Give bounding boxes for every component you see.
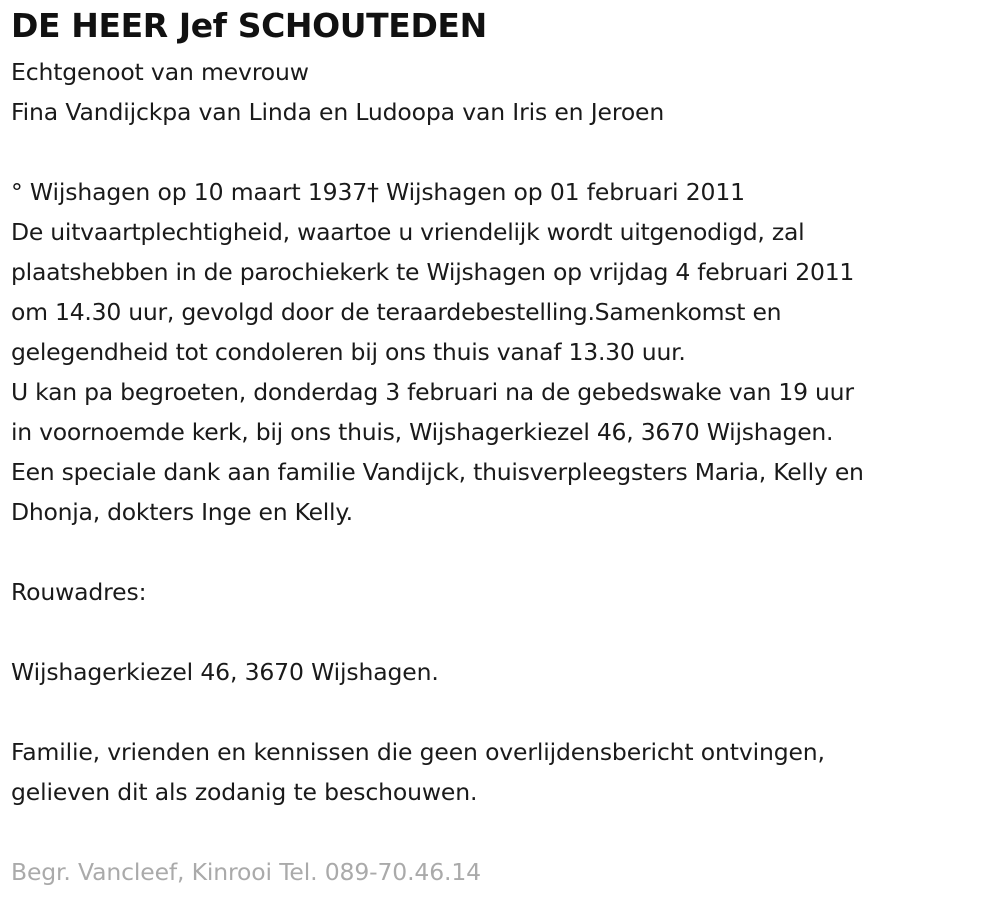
spacer [11, 132, 996, 172]
birth-symbol: ° [11, 178, 23, 206]
body-line: in voornoemde kerk, bij ons thuis, Wijshagerkiezel 46, 3670 Wijshagen. [11, 418, 834, 446]
birth-info: Wijshagen op 10 maart 1937 [22, 178, 368, 206]
body-line: om 14.30 uur, gevolgd door de teraardebestelling.Samenkomst en [11, 298, 782, 326]
address-value: Wijshagerkiezel 46, 3670 Wijshagen. [11, 658, 439, 686]
spacer [11, 532, 996, 572]
death-cross-icon: † [367, 178, 379, 206]
spacer [11, 692, 996, 732]
body-line: gelegendheid tot condoleren bij ons thuis vanaf 13.30 uur. [11, 338, 686, 366]
body-line: De uitvaartplechtigheid, waartoe u vriendelijk wordt uitgenodigd, zal [11, 218, 805, 246]
spacer [11, 812, 996, 852]
death-info: Wijshagen op 01 februari 2011 [378, 178, 745, 206]
body-line: Dhonja, dokters Inge en Kelly. [11, 498, 353, 526]
address-label: Rouwadres: [11, 578, 147, 606]
body-line: U kan pa begroeten, donderdag 3 februari na de gebedswake van 19 uur [11, 378, 854, 406]
funeral-home-footer: Begr. Vancleef, Kinrooi Tel. 089-70.46.14 [11, 858, 481, 886]
funeral-details [11, 212, 996, 532]
notice-line-1: Familie, vrienden en kennissen die geen overlijdensbericht ontvingen, [11, 738, 825, 766]
birth-death-line [11, 172, 996, 212]
body-line: Een speciale dank aan familie Vandijck, thuisverpleegsters Maria, Kelly en [11, 458, 864, 486]
spouse-line-1: Echtgenoot van mevrouw [11, 58, 309, 86]
obituary-notice [11, 0, 996, 892]
deceased-name-heading: DE HEER Jef SCHOUTEDEN [11, 6, 487, 45]
body-line: plaatshebben in de parochiekerk te Wijshagen op vrijdag 4 februari 2011 [11, 258, 855, 286]
notice-line-2: gelieven dit als zodanig te beschouwen. [11, 778, 478, 806]
spouse-line-2: Fina Vandijckpa van Linda en Ludoopa van Iris en Jeroen [11, 98, 665, 126]
spacer [11, 612, 996, 652]
